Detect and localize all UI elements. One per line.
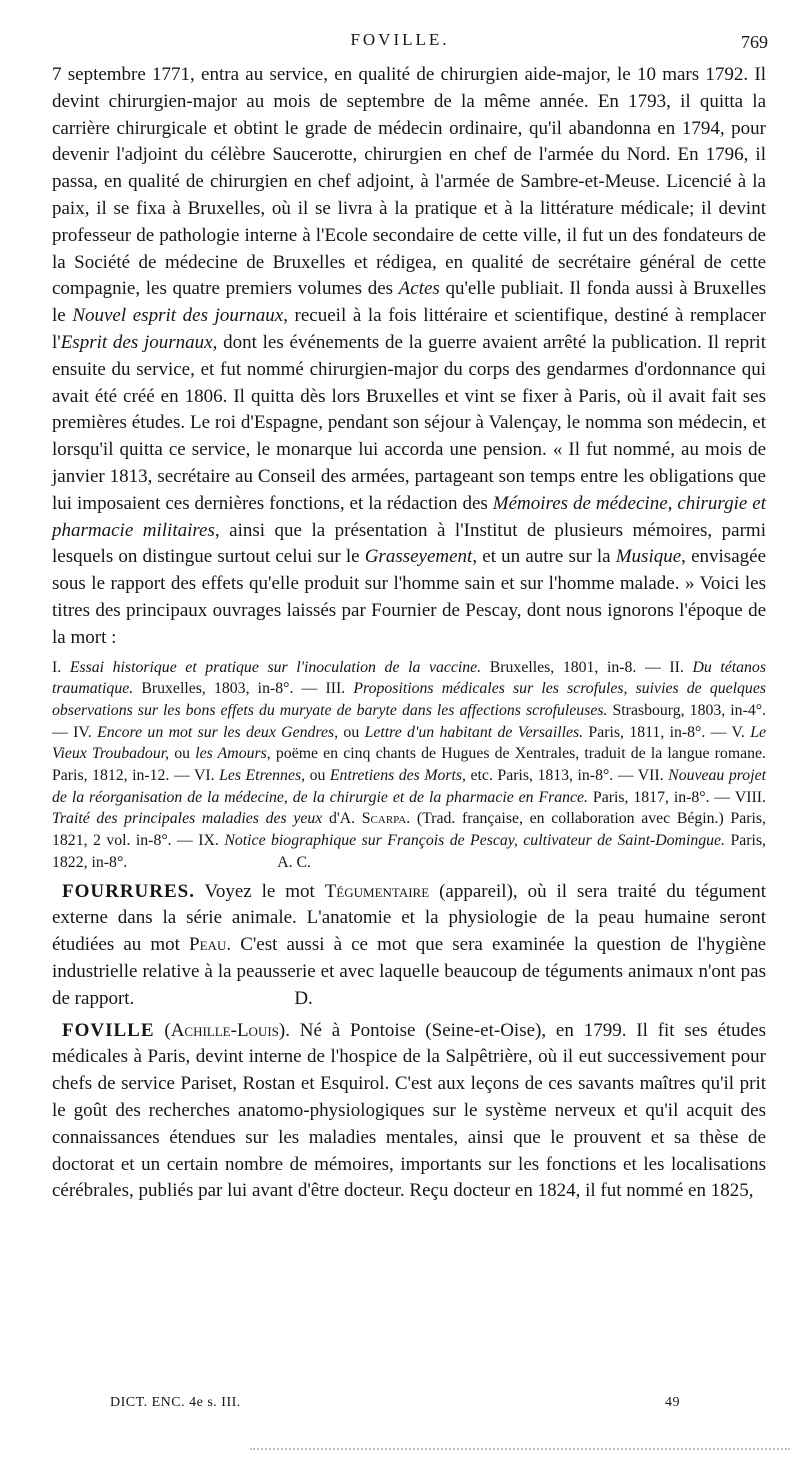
author-signature: A. C. [277,853,312,871]
text-run: Voyez le mot [194,880,325,902]
text-run: . C'est aussi à ce mot que sera examinée la question de l'hygiène industrielle relative à la peausserie et avec laquelle beaucoup de téguments animaux n'ont pas de rapport. [52,934,767,1009]
small-caps-name: A. Scarpa. [339,810,411,828]
italic-title: Mémoires de médecine, chirurgie et pharmacie militaires [52,492,766,541]
given-names: Achille-Louis [170,1019,279,1041]
italic-title: Actes [398,278,440,300]
text-run: ( [154,1019,171,1041]
italic-title: Propositions médicales sur les scrofules, suivies de quelques observations sur les bons effets du muryate de baryte dans les affections scrofuleuses. [52,680,766,719]
foville-entry [52,1018,766,1206]
text-run: d' [322,810,340,828]
fourrures-entry [52,879,766,1013]
text-run: Bruxelles, 1801, in-8. — II. [481,658,693,676]
text-run: ou [305,767,330,785]
italic-title: Grasseyement [364,546,473,568]
italic-title: Lettre d'un habitant de Versailles. [364,723,584,741]
italic-title: Encore un mot sur les deux Gendres, [97,723,339,741]
text-run: , dont les événements de la guerre avaient arrêté la publication. Il reprit ensuite du service, et fut nommé chirurgien-major du corps des gendarmes d'ordonnance qui avait été créé en 1806. Il quitta dès lors Bruxelles et vint se fixer à Paris, où il avait fait ses premières études. Le roi d'Espagne, pendant son séjour à Valençay, le nomma son médecin, et lorsqu'il quitta ce service, le monarque lui accorda une pension. « Il fut nommé, au mois de janvier 1813, secrétaire au Conseil des armées, partageant son temps entre les obligations que lui imposaient ces dernières fonctions, et la rédaction des [52,331,766,514]
text-run: ou [169,745,196,763]
entry-headword: FOURRURES. [62,880,195,902]
text-run: Strasbourg, 1803, in-4°. — IV. [52,701,766,741]
text-run: ). Né à Pontoise (Seine-et-Oise), en 1799. Il fit ses études médicales à Paris, devint interne de l'hospice de la Salpêtrière, où il eut successivement pour chefs de service Pariset, Rostan et Esquirol. C'est aux leçons de ces savants maîtres qu'il prit le goût des recherches anatomo-physiologiques sur le système nerveux et qu'il acquit des connaissances étendues sur les maladies mentales, ainsi que le prouvent et sa thèse de doctorat et un certain nombre de mémoires, importants sur les fonctions et les localisations cérébrales, publiés par lui avant d'être docteur. Reçu docteur en 1824, il fut nommé en 1825, [52,1019,766,1202]
cross-reference: Peau [189,934,227,956]
italic-title: Les Etrennes, [219,767,306,785]
volume-reference: DICT. ENC. 4e s. III. [110,1395,241,1410]
fournier-continuation-paragraph [52,62,766,652]
author-signature: D. [294,987,313,1009]
text-run: (appareil), où il sera traité du tégument externe dans la série animale. L'anatomie et la physiologie de la peau humaine seront étudiées au mot [52,880,766,956]
text-run: qu'elle publiait. Il fonda aussi à Bruxelles le [52,278,766,327]
italic-title: Nouveau projet de la réorganisation de la médecine, de la chirurgie et de la pharmacie en France. [52,767,766,806]
italic-title: Entretiens des Morts, [329,767,467,785]
text-run: etc. Paris, 1813, in-8°. — VII. [466,767,669,785]
text-run: Paris, 1811, in-8°. — V. [583,723,751,741]
italic-title: Musique [615,546,682,568]
italic-title: Essai historique et pratique sur l'inoculation de la vaccine. [69,658,482,676]
running-head [0,30,800,56]
italic-title: Du tétanos traumatique. [52,658,766,698]
page-number: 769 [741,32,768,52]
show-through-marks [250,1448,790,1454]
text-run: Paris, 1817, in-8°. — VIII. [588,788,766,806]
text-run: I. [52,658,70,676]
text-run: poëme en cinq chants de Hugues de Xentrales, traduit de la langue romane. Paris, 1812, in-12. — VI. [52,745,766,785]
italic-title: Esprit des journaux [60,331,213,353]
text-run: Bruxelles, 1803, in-8°. — III. [133,680,354,698]
italic-title: Traité des principales maladies des yeux [52,810,323,828]
running-title: FOVILLE. [350,30,450,49]
body-text [52,62,766,1205]
cross-reference: Tégumentaire [324,880,430,902]
text-run: , ainsi que la présentation à l'Institut de plusieurs mémoires, parmi lesquels on distingue surtout celui sur le [52,519,766,568]
text-run: (Trad. française, en collaboration avec Bégin.) Paris, 1821, 2 vol. in-8°. — IX. [52,810,766,850]
entry-headword: FOVILLE [62,1019,155,1041]
italic-title: Nouvel esprit des journaux [72,305,284,327]
text-run: Paris, 1822, in-8°. [52,832,766,871]
bibliography-paragraph [52,657,766,874]
text-run: , et un autre sur la [472,546,616,568]
italic-title: Notice biographique sur François de Pescay, cultivateur de Saint-Domingue. [224,832,725,850]
italic-title: les Amours, [195,745,271,763]
signature-mark: 49 [665,1395,680,1410]
signature-footer [110,1395,680,1417]
text-run: 7 septembre 1771, entra au service, en qualité de chirurgien aide-major, le 10 mars 1792. Il devint chirurgien-major au mois de septembre de la même année. En 1793, il quitta la carrière chirurgicale et obtint le grade de médecin ordinaire, qu'il abandonna en 1794, pour devenir l'adjoint du célèbre Saucerotte, chirurgien en chef de l'armée du Nord. En 1796, il passa, en qualité de chirurgien en chef adjoint, à l'armée de Sambre-et-Meuse. Licencié à la paix, il se fixa à Bruxelles, où il se livra à la pratique et à la littérature médicale; il devint professeur de pathologie interne à l'Ecole secondaire de cette ville, il fut un des fondateurs de la Société de médecine de Bruxelles et rédigea, en qualité de secrétaire général de cette compagnie, les quatre premiers volumes des [52,64,766,300]
text-run: , recueil à la fois littéraire et scientifique, destiné à remplacer l' [52,305,766,353]
text-run: ou [338,723,365,741]
italic-title: Le Vieux Troubadour, [52,723,766,763]
text-run: , envisagée sous le rapport des effets qu'elle produit sur l'homme sain et sur l'homme malade. » Voici les titres des principaux ouvrages laissés par Fournier de Pescay, dont nous ignorons l'époque de la mort : [52,546,766,648]
